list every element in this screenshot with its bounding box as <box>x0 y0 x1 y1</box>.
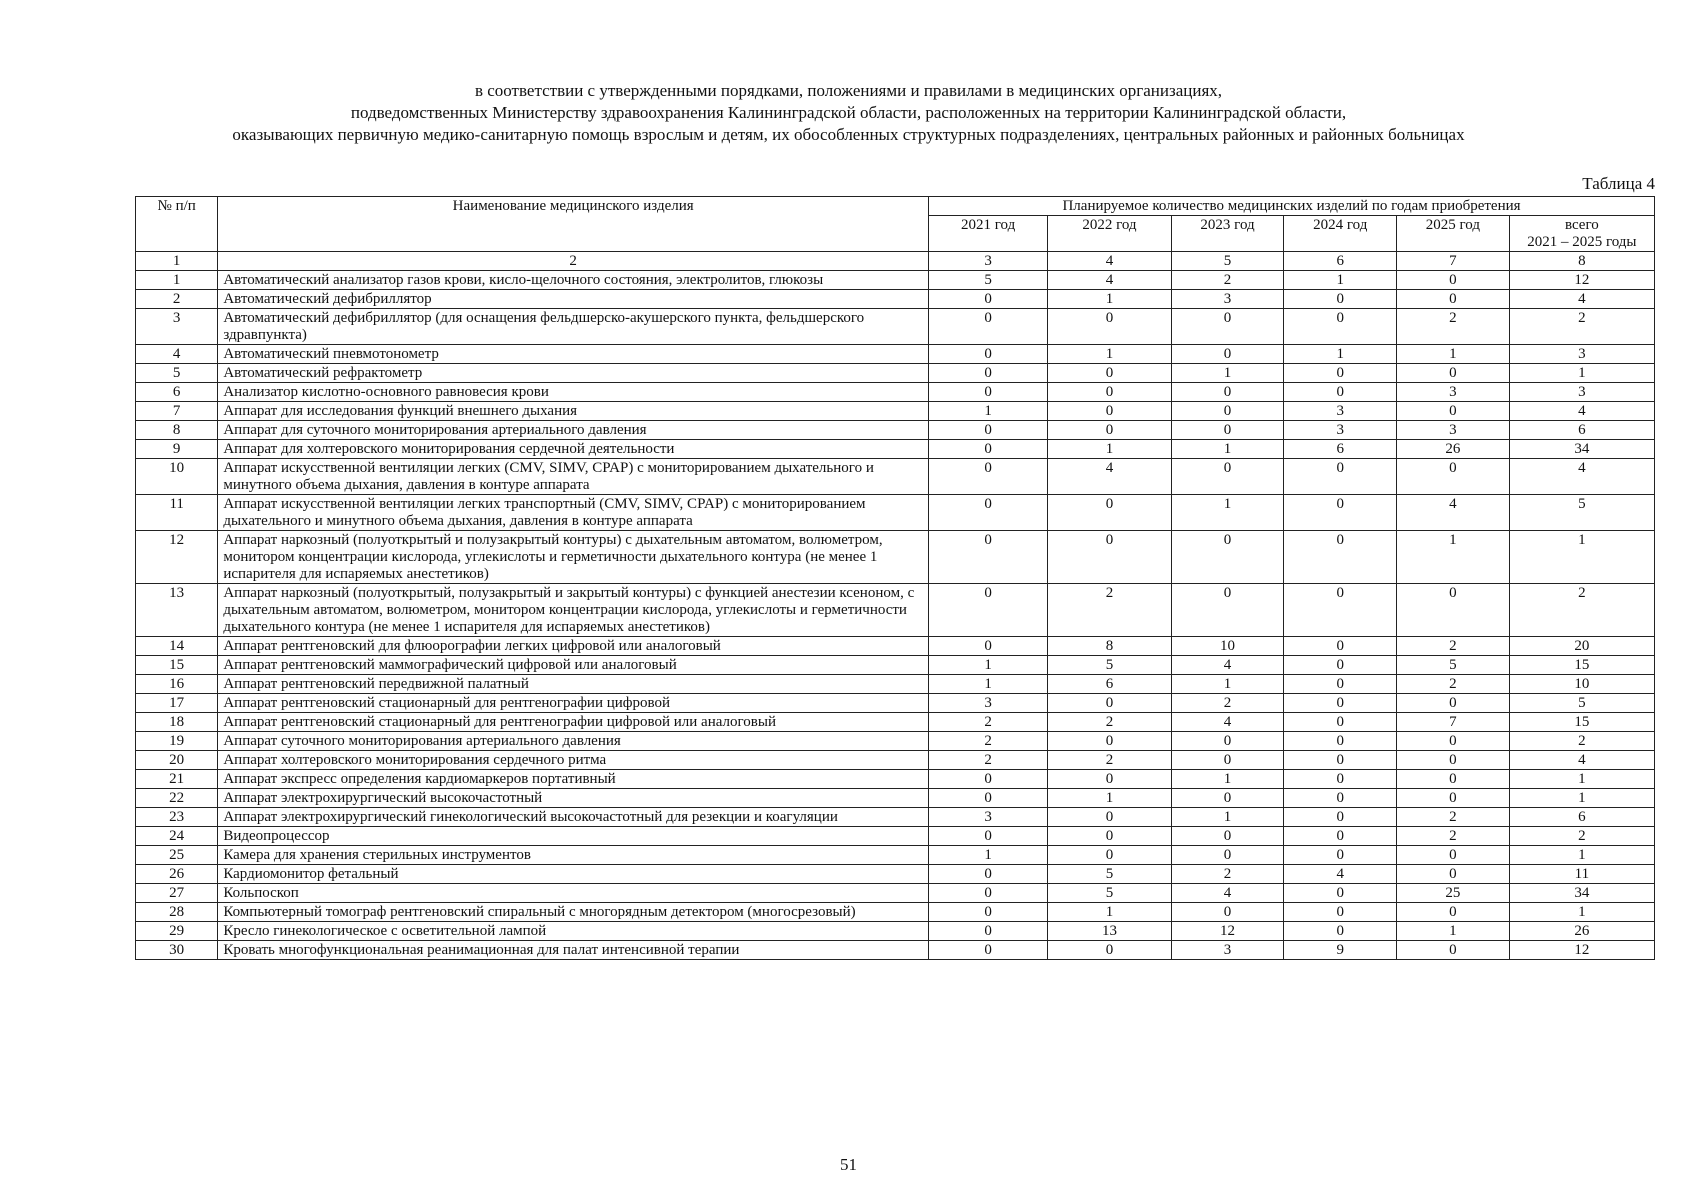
year-value: 0 <box>929 383 1048 402</box>
device-name: Аппарат для суточного мониторирования артериального давления <box>218 421 929 440</box>
year-value: 2 <box>929 751 1048 770</box>
year-value: 0 <box>1284 713 1397 732</box>
year-value: 0 <box>1171 732 1284 751</box>
year-value: 0 <box>929 495 1048 531</box>
column-number: 6 <box>1284 252 1397 271</box>
year-value: 4 <box>1048 459 1172 495</box>
year-value: 0 <box>1397 941 1510 960</box>
year-value: 3 <box>1284 421 1397 440</box>
table-caption: Таблица 4 <box>1582 174 1655 193</box>
device-name: Кольпоскоп <box>218 884 929 903</box>
year-value: 0 <box>1397 459 1510 495</box>
row-number: 29 <box>136 922 218 941</box>
table-row <box>136 751 1655 770</box>
year-value: 25 <box>1397 884 1510 903</box>
year-value: 2 <box>1397 827 1510 846</box>
year-value: 1 <box>1171 364 1284 383</box>
column-number-row <box>136 252 1655 271</box>
table-row <box>136 656 1655 675</box>
year-value: 0 <box>929 827 1048 846</box>
table-header-row-1 <box>136 197 1655 216</box>
table-row <box>136 495 1655 531</box>
total-value: 11 <box>1509 865 1654 884</box>
row-number: 15 <box>136 656 218 675</box>
column-number: 8 <box>1509 252 1654 271</box>
total-value: 6 <box>1509 808 1654 827</box>
page-number: 51 <box>840 1155 857 1174</box>
row-number: 25 <box>136 846 218 865</box>
year-value: 0 <box>1284 770 1397 789</box>
row-number: 2 <box>136 290 218 309</box>
table-row <box>136 675 1655 694</box>
year-value: 4 <box>1171 884 1284 903</box>
year-value: 2 <box>1048 584 1172 637</box>
year-value: 0 <box>929 789 1048 808</box>
year-value: 0 <box>1284 675 1397 694</box>
year-value: 0 <box>1048 694 1172 713</box>
year-value: 6 <box>1284 440 1397 459</box>
device-name: Аппарат рентгеновский стационарный для рентгенографии цифровой <box>218 694 929 713</box>
total-value: 10 <box>1509 675 1654 694</box>
year-value: 1 <box>929 675 1048 694</box>
row-number: 13 <box>136 584 218 637</box>
table-row <box>136 789 1655 808</box>
total-value: 4 <box>1509 751 1654 770</box>
column-number: 5 <box>1171 252 1284 271</box>
year-value: 5 <box>1397 656 1510 675</box>
total-value: 1 <box>1509 770 1654 789</box>
table-row <box>136 309 1655 345</box>
year-value: 0 <box>1397 865 1510 884</box>
device-name: Аппарат для исследования функций внешнего дыхания <box>218 402 929 421</box>
row-number: 6 <box>136 383 218 402</box>
year-value: 2 <box>1048 751 1172 770</box>
year-value: 0 <box>1284 884 1397 903</box>
year-value: 0 <box>929 770 1048 789</box>
row-number: 30 <box>136 941 218 960</box>
year-value: 0 <box>929 421 1048 440</box>
year-value: 0 <box>1171 584 1284 637</box>
column-number: 4 <box>1048 252 1172 271</box>
year-value: 2 <box>1171 271 1284 290</box>
total-value: 4 <box>1509 459 1654 495</box>
year-value: 2 <box>929 732 1048 751</box>
row-number: 8 <box>136 421 218 440</box>
total-value: 12 <box>1509 271 1654 290</box>
year-value: 0 <box>929 345 1048 364</box>
device-name: Аппарат рентгеновский для флюорографии легких цифровой или аналоговый <box>218 637 929 656</box>
device-name: Камера для хранения стерильных инструментов <box>218 846 929 865</box>
year-value: 5 <box>1048 884 1172 903</box>
total-value: 6 <box>1509 421 1654 440</box>
year-value: 0 <box>1048 846 1172 865</box>
table-body <box>136 271 1655 960</box>
year-value: 5 <box>1048 656 1172 675</box>
year-value: 0 <box>1048 309 1172 345</box>
year-value: 0 <box>1048 402 1172 421</box>
year-value: 0 <box>1397 903 1510 922</box>
year-value: 1 <box>929 846 1048 865</box>
year-value: 0 <box>1048 808 1172 827</box>
document-heading <box>0 80 1697 146</box>
year-value: 0 <box>1284 364 1397 383</box>
year-value: 2 <box>1397 808 1510 827</box>
table-row <box>136 827 1655 846</box>
header-year: 2025 год <box>1397 216 1510 252</box>
year-value: 6 <box>1048 675 1172 694</box>
header-total-line-2: 2021 – 2025 годы <box>1527 234 1637 250</box>
header-year: 2022 год <box>1048 216 1172 252</box>
device-name: Аппарат суточного мониторирования артериального давления <box>218 732 929 751</box>
year-value: 0 <box>1397 364 1510 383</box>
header-year: 2023 год <box>1171 216 1284 252</box>
device-name: Аппарат рентгеновский передвижной палатный <box>218 675 929 694</box>
total-value: 2 <box>1509 309 1654 345</box>
total-value: 15 <box>1509 713 1654 732</box>
heading-line-3: оказывающих первичную медико-санитарную помощь взрослым и детям, их обособленных структурных подразделениях, центральных районных и районных больницах <box>232 125 1465 144</box>
year-value: 4 <box>1048 271 1172 290</box>
year-value: 0 <box>1171 531 1284 584</box>
row-number: 21 <box>136 770 218 789</box>
year-value: 13 <box>1048 922 1172 941</box>
year-value: 4 <box>1397 495 1510 531</box>
year-value: 2 <box>1397 309 1510 345</box>
year-value: 0 <box>929 440 1048 459</box>
total-value: 20 <box>1509 637 1654 656</box>
table-row <box>136 531 1655 584</box>
row-number: 19 <box>136 732 218 751</box>
year-value: 1 <box>1171 675 1284 694</box>
row-number: 17 <box>136 694 218 713</box>
year-value: 0 <box>1284 584 1397 637</box>
year-value: 0 <box>929 865 1048 884</box>
year-value: 3 <box>929 808 1048 827</box>
year-value: 4 <box>1171 656 1284 675</box>
year-value: 0 <box>929 290 1048 309</box>
device-name: Автоматический анализатор газов крови, кисло-щелочного состояния, электролитов, глюкозы <box>218 271 929 290</box>
table-row <box>136 364 1655 383</box>
year-value: 0 <box>1171 789 1284 808</box>
table-row <box>136 865 1655 884</box>
total-value: 3 <box>1509 383 1654 402</box>
column-number: 2 <box>218 252 929 271</box>
row-number: 24 <box>136 827 218 846</box>
row-number: 3 <box>136 309 218 345</box>
column-number: 7 <box>1397 252 1510 271</box>
year-value: 0 <box>1284 656 1397 675</box>
year-value: 3 <box>1397 421 1510 440</box>
year-value: 2 <box>1397 675 1510 694</box>
table-row <box>136 271 1655 290</box>
device-name: Кардиомонитор фетальный <box>218 865 929 884</box>
year-value: 0 <box>929 903 1048 922</box>
year-value: 1 <box>1284 345 1397 364</box>
row-number: 1 <box>136 271 218 290</box>
year-value: 1 <box>1048 440 1172 459</box>
year-value: 12 <box>1171 922 1284 941</box>
row-number: 7 <box>136 402 218 421</box>
year-value: 1 <box>1171 808 1284 827</box>
row-number: 18 <box>136 713 218 732</box>
year-value: 0 <box>1171 421 1284 440</box>
table-row <box>136 383 1655 402</box>
year-value: 0 <box>1284 751 1397 770</box>
year-value: 0 <box>1171 827 1284 846</box>
table-row <box>136 713 1655 732</box>
year-value: 9 <box>1284 941 1397 960</box>
table-row <box>136 459 1655 495</box>
device-name: Автоматический дефибриллятор (для оснащения фельдшерско-акушерского пункта, фельдшерского здравпункта) <box>218 309 929 345</box>
total-value: 2 <box>1509 732 1654 751</box>
table-row <box>136 421 1655 440</box>
total-value: 5 <box>1509 694 1654 713</box>
table-row <box>136 345 1655 364</box>
year-value: 0 <box>1171 751 1284 770</box>
row-number: 23 <box>136 808 218 827</box>
year-value: 0 <box>1171 459 1284 495</box>
header-total-line-1: всего <box>1564 217 1599 233</box>
year-value: 0 <box>1397 789 1510 808</box>
table-row <box>136 694 1655 713</box>
year-value: 1 <box>1048 290 1172 309</box>
year-value: 0 <box>1048 421 1172 440</box>
device-name: Аппарат для холтеровского мониторирования сердечной деятельности <box>218 440 929 459</box>
table-row <box>136 846 1655 865</box>
year-value: 1 <box>1171 495 1284 531</box>
year-value: 2 <box>1171 865 1284 884</box>
year-value: 0 <box>1397 402 1510 421</box>
total-value: 15 <box>1509 656 1654 675</box>
year-value: 1 <box>1048 903 1172 922</box>
year-value: 0 <box>1284 846 1397 865</box>
year-value: 1 <box>1397 531 1510 584</box>
year-value: 0 <box>1171 402 1284 421</box>
table-row <box>136 440 1655 459</box>
year-value: 0 <box>1284 459 1397 495</box>
row-number: 16 <box>136 675 218 694</box>
row-number: 26 <box>136 865 218 884</box>
header-group: Планируемое количество медицинских изделий по годам приобретения <box>929 197 1655 216</box>
table-row <box>136 637 1655 656</box>
device-name: Кровать многофункциональная реанимационная для палат интенсивной терапии <box>218 941 929 960</box>
table-row <box>136 808 1655 827</box>
year-value: 0 <box>1171 309 1284 345</box>
year-value: 0 <box>1284 922 1397 941</box>
year-value: 1 <box>1171 440 1284 459</box>
year-value: 0 <box>1048 364 1172 383</box>
year-value: 0 <box>929 922 1048 941</box>
table-row <box>136 770 1655 789</box>
header-year: 2021 год <box>929 216 1048 252</box>
year-value: 2 <box>1397 637 1510 656</box>
device-name: Аппарат рентгеновский стационарный для рентгенографии цифровой или аналоговый <box>218 713 929 732</box>
device-name: Аппарат искусственной вентиляции легких (CMV, SIMV, CPAP) с мониторированием дыхательного и минутного объема дыхания, давления в контуре аппарата <box>218 459 929 495</box>
device-name: Аппарат наркозный (полуоткрытый, полузакрытый и закрытый контуры) с функцией анестезии ксеноном, с дыхательным автоматом, волюметром, монитором концентрации кислорода, углекислоты и герметичности дыхательного контура (не менее 1 испарителя для испаряемых анестетиков) <box>218 584 929 637</box>
device-name: Автоматический дефибриллятор <box>218 290 929 309</box>
year-value: 0 <box>1284 531 1397 584</box>
row-number: 9 <box>136 440 218 459</box>
total-value: 34 <box>1509 884 1654 903</box>
year-value: 0 <box>929 941 1048 960</box>
year-value: 0 <box>1284 309 1397 345</box>
year-value: 0 <box>1284 808 1397 827</box>
row-number: 22 <box>136 789 218 808</box>
table-row <box>136 290 1655 309</box>
total-value: 1 <box>1509 846 1654 865</box>
row-number: 12 <box>136 531 218 584</box>
heading-line-2: подведомственных Министерству здравоохранения Калининградской области, расположенных на территории Калининградской области, <box>350 103 1347 122</box>
row-number: 11 <box>136 495 218 531</box>
total-value: 4 <box>1509 290 1654 309</box>
row-number: 10 <box>136 459 218 495</box>
year-value: 0 <box>1397 846 1510 865</box>
device-name: Анализатор кислотно-основного равновесия крови <box>218 383 929 402</box>
year-value: 1 <box>1048 345 1172 364</box>
year-value: 0 <box>929 531 1048 584</box>
row-number: 28 <box>136 903 218 922</box>
total-value: 1 <box>1509 789 1654 808</box>
year-value: 0 <box>1284 694 1397 713</box>
year-value: 0 <box>1284 383 1397 402</box>
year-value: 0 <box>1397 290 1510 309</box>
year-value: 0 <box>929 884 1048 903</box>
year-value: 2 <box>929 713 1048 732</box>
year-value: 1 <box>1048 789 1172 808</box>
year-value: 4 <box>1171 713 1284 732</box>
header-name: Наименование медицинского изделия <box>218 197 929 252</box>
year-value: 0 <box>929 309 1048 345</box>
year-value: 1 <box>929 402 1048 421</box>
total-value: 1 <box>1509 531 1654 584</box>
device-name: Кресло гинекологическое с осветительной лампой <box>218 922 929 941</box>
total-value: 1 <box>1509 903 1654 922</box>
year-value: 3 <box>929 694 1048 713</box>
header-year: 2024 год <box>1284 216 1397 252</box>
total-value: 5 <box>1509 495 1654 531</box>
year-value: 5 <box>1048 865 1172 884</box>
total-value: 2 <box>1509 827 1654 846</box>
year-value: 0 <box>1397 584 1510 637</box>
year-value: 0 <box>1048 495 1172 531</box>
year-value: 7 <box>1397 713 1510 732</box>
year-value: 3 <box>1171 290 1284 309</box>
total-value: 4 <box>1509 402 1654 421</box>
device-name: Аппарат рентгеновский маммографический цифровой или аналоговый <box>218 656 929 675</box>
year-value: 1 <box>1397 345 1510 364</box>
year-value: 0 <box>1048 531 1172 584</box>
device-name: Аппарат электрохирургический высокочастотный <box>218 789 929 808</box>
year-value: 0 <box>1284 827 1397 846</box>
year-value: 0 <box>1048 732 1172 751</box>
year-value: 0 <box>1284 637 1397 656</box>
total-value: 12 <box>1509 941 1654 960</box>
year-value: 0 <box>1397 271 1510 290</box>
year-value: 26 <box>1397 440 1510 459</box>
year-value: 0 <box>1284 495 1397 531</box>
year-value: 0 <box>929 584 1048 637</box>
year-value: 8 <box>1048 637 1172 656</box>
header-no: № п/п <box>136 197 218 252</box>
row-number: 14 <box>136 637 218 656</box>
column-number: 3 <box>929 252 1048 271</box>
device-name: Компьютерный томограф рентгеновский спиральный с многорядным детектором (многосрезовый) <box>218 903 929 922</box>
year-value: 0 <box>1048 827 1172 846</box>
year-value: 0 <box>1048 383 1172 402</box>
device-name: Аппарат экспресс определения кардиомаркеров портативный <box>218 770 929 789</box>
table-row <box>136 941 1655 960</box>
row-number: 27 <box>136 884 218 903</box>
device-name: Аппарат наркозный (полуоткрытый и полузакрытый контуры) с дыхательным автоматом, волюметром, монитором концентрации кислорода, углекислоты и герметичности дыхательного контура (не менее 1 испарителя для испаряемых анестетиков) <box>218 531 929 584</box>
year-value: 0 <box>1397 770 1510 789</box>
year-value: 4 <box>1284 865 1397 884</box>
row-number: 5 <box>136 364 218 383</box>
year-value: 0 <box>1397 732 1510 751</box>
year-value: 1 <box>1284 271 1397 290</box>
year-value: 0 <box>1397 751 1510 770</box>
year-value: 0 <box>1284 789 1397 808</box>
row-number: 4 <box>136 345 218 364</box>
device-name: Автоматический рефрактометр <box>218 364 929 383</box>
heading-line-1: в соответствии с утвержденными порядками, положениями и правилами в медицинских организациях, <box>474 81 1223 100</box>
year-value: 0 <box>1048 770 1172 789</box>
year-value: 1 <box>929 656 1048 675</box>
table-row <box>136 903 1655 922</box>
table-row <box>136 922 1655 941</box>
total-value: 1 <box>1509 364 1654 383</box>
total-value: 3 <box>1509 345 1654 364</box>
device-name: Аппарат электрохирургический гинекологический высокочастотный для резекции и коагуляции <box>218 808 929 827</box>
year-value: 0 <box>1171 903 1284 922</box>
column-number: 1 <box>136 252 218 271</box>
year-value: 0 <box>1284 732 1397 751</box>
year-value: 2 <box>1171 694 1284 713</box>
total-value: 2 <box>1509 584 1654 637</box>
device-name: Видеопроцессор <box>218 827 929 846</box>
year-value: 0 <box>1171 846 1284 865</box>
year-value: 0 <box>1171 345 1284 364</box>
year-value: 1 <box>1397 922 1510 941</box>
device-name: Аппарат искусственной вентиляции легких транспортный (CMV, SIMV, CPAP) с мониторированием дыхательного и минутного объема дыхания, давления в контуре аппарата <box>218 495 929 531</box>
year-value: 3 <box>1171 941 1284 960</box>
header-total <box>1509 216 1654 252</box>
device-name: Автоматический пневмотонометр <box>218 345 929 364</box>
table-row <box>136 732 1655 751</box>
equipment-table <box>135 196 1655 960</box>
year-value: 3 <box>1397 383 1510 402</box>
table-row <box>136 884 1655 903</box>
year-value: 2 <box>1048 713 1172 732</box>
total-value: 26 <box>1509 922 1654 941</box>
table-row <box>136 584 1655 637</box>
year-value: 0 <box>1397 694 1510 713</box>
year-value: 0 <box>1284 290 1397 309</box>
total-value: 34 <box>1509 440 1654 459</box>
year-value: 0 <box>929 364 1048 383</box>
year-value: 5 <box>929 271 1048 290</box>
row-number: 20 <box>136 751 218 770</box>
year-value: 0 <box>1171 383 1284 402</box>
table-row <box>136 402 1655 421</box>
year-value: 1 <box>1171 770 1284 789</box>
year-value: 3 <box>1284 402 1397 421</box>
year-value: 10 <box>1171 637 1284 656</box>
year-value: 0 <box>929 459 1048 495</box>
device-name: Аппарат холтеровского мониторирования сердечного ритма <box>218 751 929 770</box>
year-value: 0 <box>1284 903 1397 922</box>
year-value: 0 <box>929 637 1048 656</box>
year-value: 0 <box>1048 941 1172 960</box>
